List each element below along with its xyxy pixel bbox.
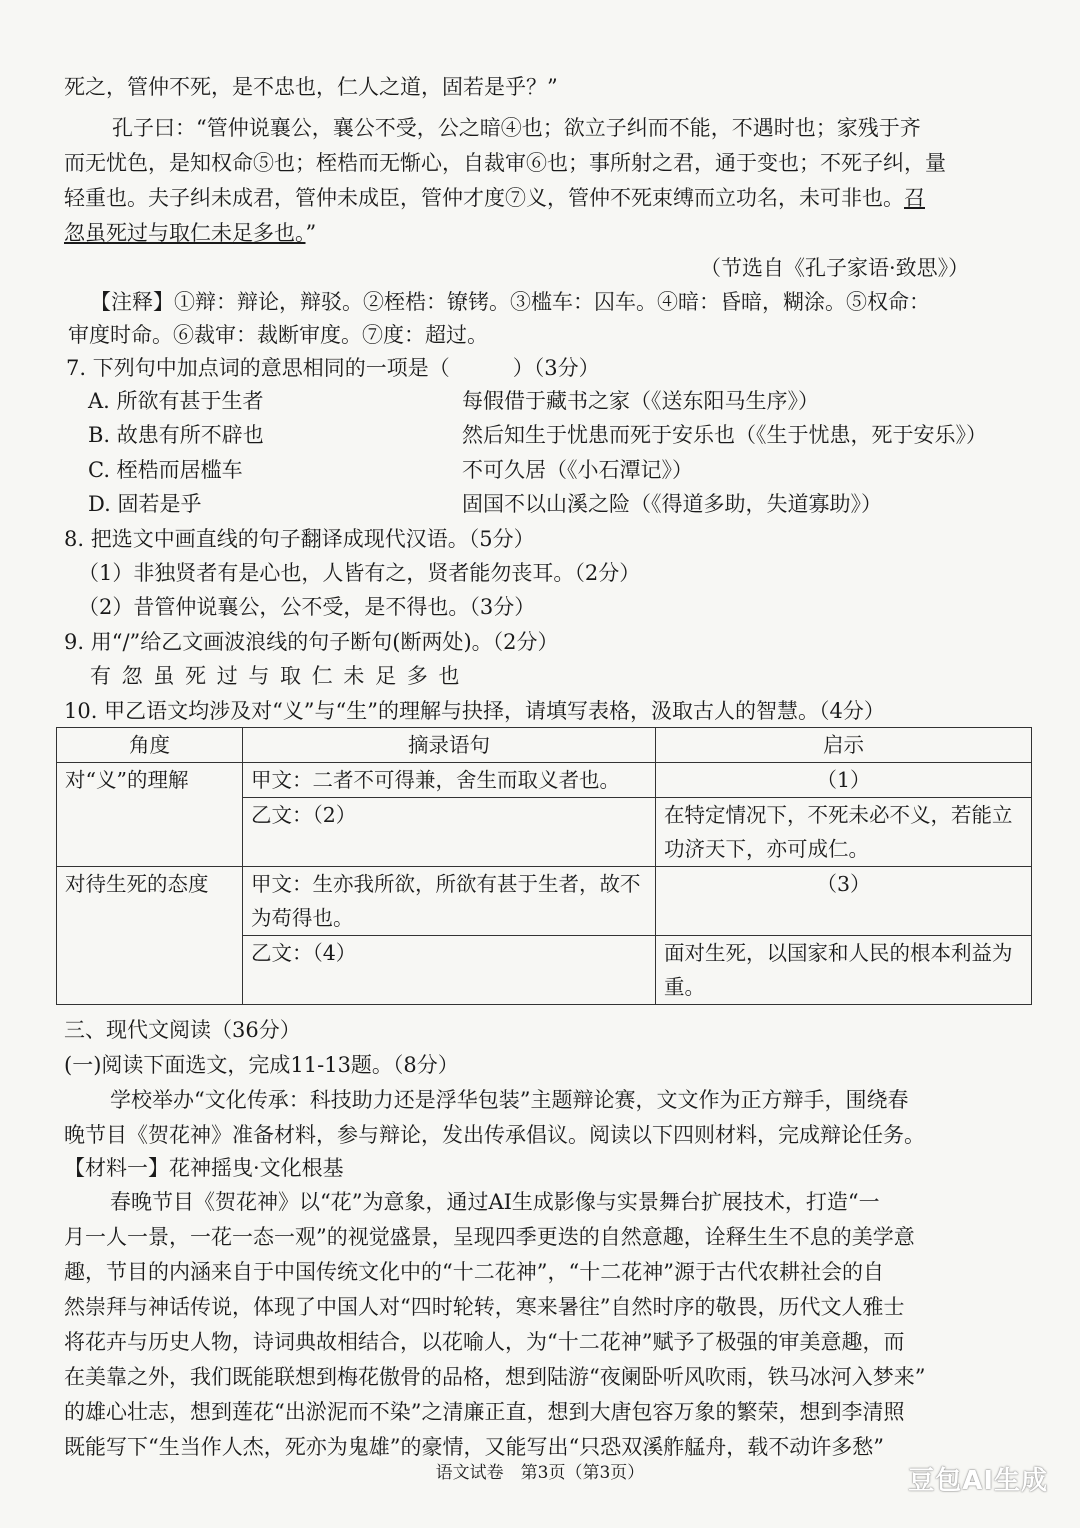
passage-line: 孔子曰：“管仲说襄公，襄公不受，公之暗④也；欲立子纠而不能，不遇时也；家残于齐 <box>112 116 921 140</box>
q7-option-c-ref: 不可久居（《小石潭记》） <box>462 458 693 482</box>
header-quote: 摘录语句 <box>243 728 656 763</box>
material-line: 将花卉与历史人物，诗词典故相结合，以花喻人，为“十二花神”赋予了极强的审美意趣，而 <box>64 1330 905 1354</box>
q7-option-d-ref: 固国不以山溪之险（《得道多助，失道寡助》） <box>462 492 882 516</box>
table-row <box>57 867 1032 936</box>
q7-option-b: B. 故患有所不辟也 <box>88 423 264 447</box>
q7-option-a-ref: 每假借于藏书之家（《送东阳马生序》） <box>462 389 819 413</box>
material-line: 月一人一景，一花一态一观”的视觉盛景，呈现四季更迭的自然意趣，诠释生生不息的美学意 <box>64 1225 915 1249</box>
table-row <box>57 763 1032 798</box>
passage-line: 死之，管仲不死，是不忠也，仁人之道，固若是乎？” <box>64 75 558 99</box>
answer-blank: （3） <box>656 867 1032 936</box>
underlined-text: 忽虽死过与取仁未足多也。 <box>64 221 306 245</box>
passage-line <box>64 183 925 213</box>
passage-line <box>64 218 316 248</box>
question-8-stem: 8. 把选文中画直线的句子翻译成现代汉语。（5分） <box>64 527 535 551</box>
row-insight: 面对生死，以国家和人民的根本利益为重。 <box>656 936 1032 1005</box>
material-line: 在美靠之外，我们既能联想到梅花傲骨的品格，想到陆游“夜阑卧听风吹雨，铁马冰河入梦来” <box>64 1365 926 1389</box>
underlined-text: 召 <box>904 186 925 210</box>
material-line: 的雄心壮志，想到莲花“出淤泥而不染”之清廉正直，想到大唐包容万象的繁荣，想到李清照 <box>64 1400 905 1424</box>
question-10-stem: 10. 甲乙语文均涉及对“义”与“生”的理解与抉择，请填写表格，汲取古人的智慧。（4分） <box>64 699 885 723</box>
q8-item: （1）非独贤者有是心也，人皆有之，贤者能勿丧耳。（2分） <box>78 561 641 585</box>
row-angle: 对“义”的理解 <box>57 763 243 867</box>
notes-line: 【注释】①辩：辩论，辩驳。②桎梏：镣铐。③槛车：囚车。④暗：昏暗，糊涂。⑤权命： <box>90 290 930 314</box>
passage-text: ” <box>305 221 317 245</box>
row-angle: 对待生死的态度 <box>57 867 243 1005</box>
page-footer: 语文试卷 第3页（第3页） <box>435 1463 645 1483</box>
notes-line: 审度时命。⑥裁审：裁断审度。⑦度：超过。 <box>68 323 488 347</box>
header-insight: 启示 <box>656 728 1032 763</box>
q7-option-b-ref: 然后知生于忧患而死于安乐也（《生于忧患，死于安乐》） <box>462 423 987 447</box>
passage-source: （节选自《孔子家语·致思》） <box>700 256 970 280</box>
q7-option-d: D. 固若是乎 <box>88 492 202 516</box>
row-quote: 甲文：二者不可得兼，舍生而取义者也。 <box>243 763 656 798</box>
row-quote: 乙文：（2） <box>243 798 656 867</box>
material-line: 既能写下“生当作人杰，死亦为鬼雄”的豪情，又能写出“只恐双溪舴艋舟，载不动许多愁” <box>64 1435 884 1459</box>
question-9-stem: 9. 用“/”给乙文画波浪线的句子断句(断两处)。（2分） <box>64 630 559 654</box>
header-angle: 角度 <box>57 728 243 763</box>
passage-text: 轻重也。夫子纠未成君，管仲未成臣，管仲才度⑦义，管仲不死束缚而立功名，未可非也。 <box>64 186 904 210</box>
section-sub: (一)阅读下面选文，完成11-13题。（8分） <box>64 1053 459 1077</box>
row-quote: 乙文：（4） <box>243 936 656 1005</box>
material-line: 趣，节目的内涵来自于中国传统文化中的“十二花神”，“十二花神”源于古代农耕社会的自 <box>64 1260 884 1284</box>
row-quote: 甲文：生亦我所欲，所欲有甚于生者，故不为苟得也。 <box>243 867 656 936</box>
q10-table <box>56 727 1032 1005</box>
q8-item: （2）昔管仲说襄公，公不受，是不得也。（3分） <box>78 595 536 619</box>
watermark: 豆包AI生成 <box>908 1466 1048 1496</box>
material-title: 【材料一】花神摇曳·文化根基 <box>64 1156 344 1180</box>
row-insight: 在特定情况下，不死未必不义，若能立功济天下，亦可成仁。 <box>656 798 1032 867</box>
material-line: 春晚节目《贺花神》以“花”为意象，通过AI生成影像与实景舞台扩展技术，打造“一 <box>110 1190 880 1214</box>
answer-blank: （1） <box>656 763 1032 798</box>
table-header-row <box>57 728 1032 763</box>
intro-line: 晚节目《贺花神》准备材料，参与辩论，发出传承倡议。阅读以下四则材料，完成辩论任务。 <box>64 1123 925 1147</box>
passage-line: 而无忧色，是知权命⑤也；桎梏而无惭心，自裁审⑥也；事所射之君，通于变也；不死子纠，量 <box>64 151 946 175</box>
question-7-stem: 7. 下列句中加点词的意思相同的一项是（ ）（3分） <box>66 356 600 380</box>
material-line: 然崇拜与神话传说，体现了中国人对“四时轮转，寒来暑往”自然时序的敬畏，历代文人雅士 <box>64 1295 905 1319</box>
q9-sentence: 有 忽 虽 死 过 与 取 仁 未 足 多 也 <box>90 664 462 688</box>
q7-option-c: C. 桎梏而居槛车 <box>88 458 243 482</box>
section-title: 三、现代文阅读（36分） <box>64 1018 301 1042</box>
q7-option-a: A. 所欲有甚于生者 <box>88 389 264 413</box>
intro-line: 学校举办“文化传承：科技助力还是浮华包装”主题辩论赛，文文作为正方辩手，围绕春 <box>110 1088 909 1112</box>
